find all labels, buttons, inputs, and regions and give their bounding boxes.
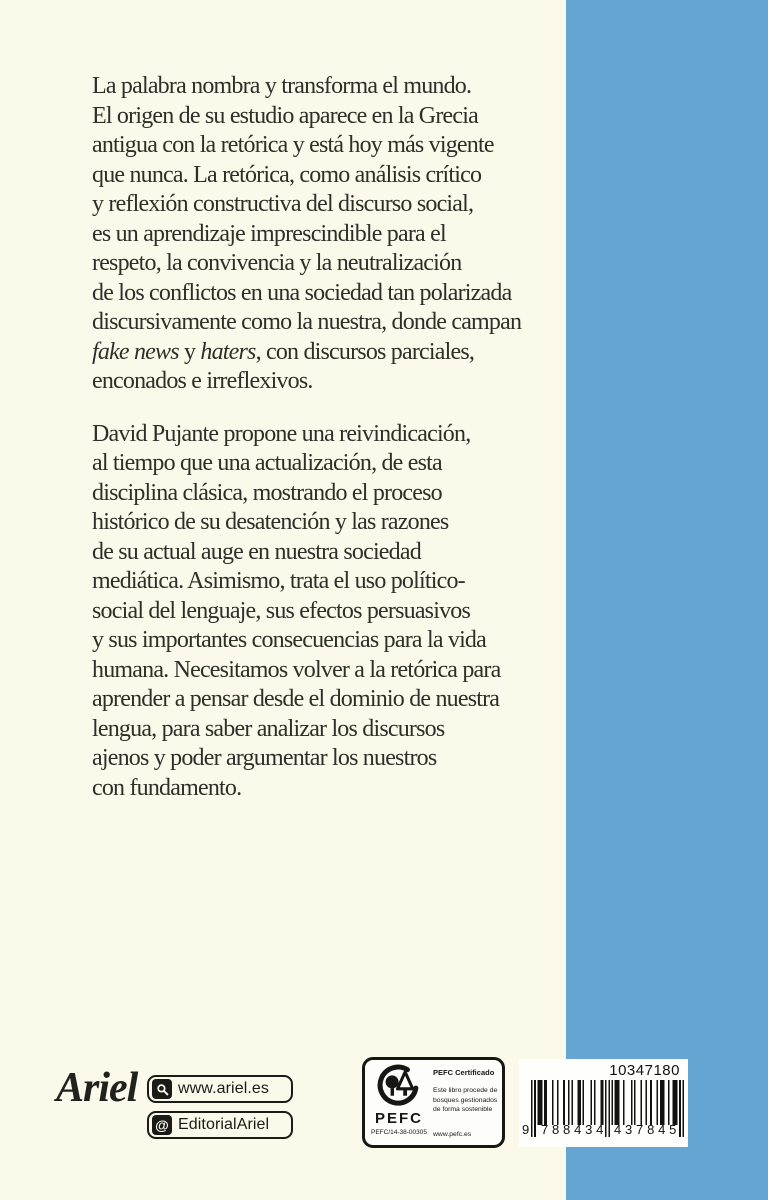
cover-stripe [566, 0, 768, 1200]
text-line: discursivamente como la nuestra, donde campan [92, 309, 522, 335]
text-line: de su actual auge en nuestra sociedad [92, 538, 421, 565]
barcode-digit-first: 9 [522, 1122, 530, 1137]
text-line: que nunca. La retórica, como análisis crítico [92, 161, 482, 188]
website-pill [147, 1075, 293, 1103]
text-line: antigua con la retórica y está hoy más vigente [92, 132, 494, 158]
paragraph [92, 420, 566, 804]
text-line: enconados e irreflexivos. [92, 368, 313, 394]
text-line: lengua, para saber analizar los discursos [92, 715, 445, 742]
at-icon: @ [152, 1115, 172, 1135]
pefc-license-number: PEFC/14-38-00305 [371, 1129, 428, 1136]
search-icon [152, 1079, 172, 1099]
text-line: respeto, la convivencia y la neutralización [92, 250, 462, 276]
text-line: disciplina clásica, mostrando el proceso [92, 479, 442, 506]
back-cover-text [92, 72, 566, 803]
ariel-logo: Ariel [56, 1065, 138, 1111]
social-label: EditorialAriel [178, 1116, 270, 1133]
text-line: mediática. Asimismo, trata el uso político- [92, 568, 465, 594]
text-line: social del lenguaje, sus efectos persuasivos [92, 597, 471, 624]
pefc-url: www.pefc.es [433, 1131, 472, 1138]
text-line: es un aprendizaje imprescindible para el [92, 220, 446, 247]
text-line: y sus importantes consecuencias para la vida [92, 627, 486, 653]
publisher-links [147, 1075, 293, 1147]
barcode-top-number: 10347180 [609, 1062, 680, 1079]
barcode [519, 1059, 688, 1147]
text-line: La palabra nombra y transforma el mundo. [92, 73, 472, 99]
social-pill [147, 1111, 293, 1139]
paragraph [92, 72, 566, 397]
pefc-description: Este libro procede de bosques gestionados de forma sostenible [433, 1087, 498, 1113]
pefc-logo-column [371, 1064, 427, 1141]
text-line: al tiempo que una actualización, de esta [92, 450, 442, 476]
text-line: histórico de su desatención y las razones [92, 509, 449, 535]
text-line: El origen de su estudio aparece en la Grecia [92, 102, 478, 129]
pefc-certification-badge [362, 1057, 505, 1148]
pefc-trees-icon [376, 1064, 422, 1111]
pefc-text-column [427, 1064, 499, 1141]
pefc-brand-text: PEFC [375, 1110, 424, 1127]
pefc-certificate-title: PEFC Certificado [433, 1068, 495, 1077]
barcode-digits-left: 788434 [541, 1122, 608, 1137]
text-line: fake news y haters, con discursos parciales, [92, 338, 475, 365]
text-line: David Pujante propone una reivindicación, [92, 420, 471, 447]
barcode-digits-right: 437845 [614, 1122, 681, 1137]
text-line: humana. Necesitamos volver a la retórica para [92, 656, 501, 683]
text-line: de los conflictos en una sociedad tan polarizada [92, 279, 512, 306]
text-line: aprender a pensar desde el dominio de nuestra [92, 686, 500, 712]
text-line: y reflexión constructiva del discurso social, [92, 191, 474, 217]
text-line: ajenos y poder argumentar los nuestros [92, 745, 437, 771]
text-line: con fundamento. [92, 774, 242, 801]
website-label: www.ariel.es [178, 1080, 270, 1097]
